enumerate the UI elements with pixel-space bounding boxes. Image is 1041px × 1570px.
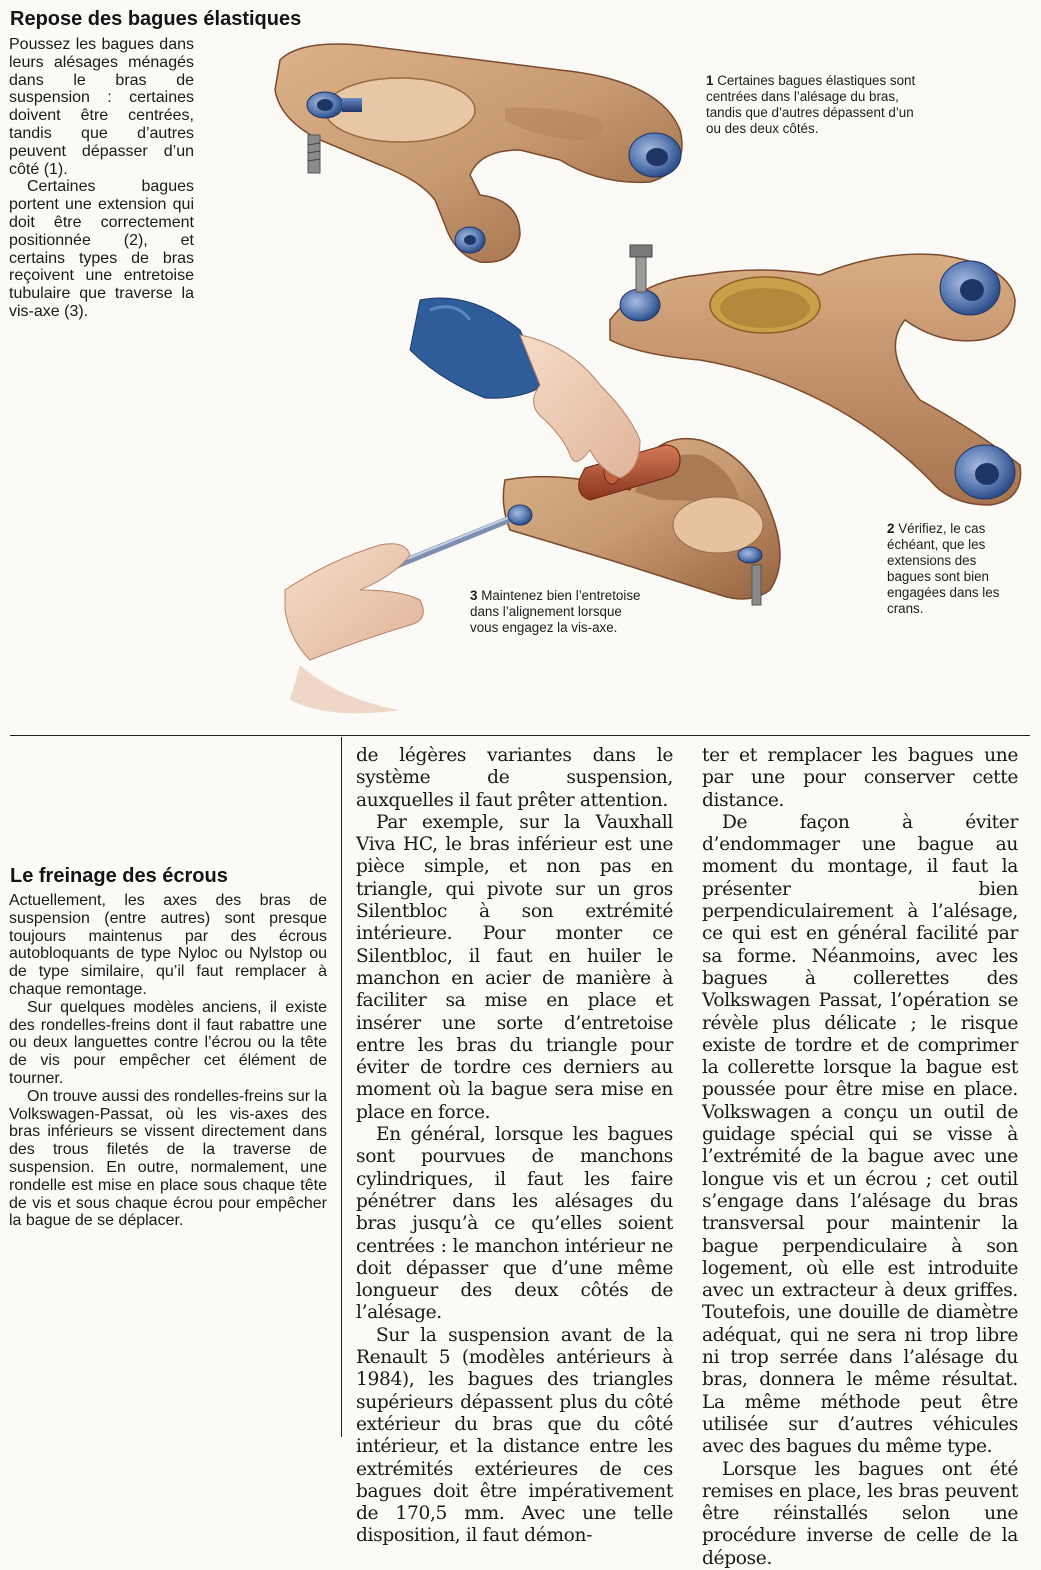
- suspension-arm-1: [275, 44, 682, 262]
- col2-paragraph-1: de légères variantes dans le système de suspension, auxquelles il faut prêter attention.: [356, 745, 673, 811]
- section-heading-nut-locking: Le freinage des écrous: [10, 865, 228, 887]
- caption-3-number: 3: [470, 588, 478, 603]
- column-1-text: [9, 892, 327, 1230]
- hand-holding-spacer: [410, 298, 640, 478]
- hand-holding-bolt: [285, 544, 423, 714]
- column-2-text: [356, 745, 673, 1548]
- caption-1-text: Certaines bagues élastiques sont centrées dans l’alésage du bras, tandis que d’autres dépassent d’un ou des deux côtés.: [706, 73, 916, 136]
- nut-paragraph-2: Sur quelques modèles anciens, il existe des rondelles-freins dont il faut rabattre une ou deux languettes contre l’écrou ou la tête de vis pour empêcher cet élément de tourner.: [9, 998, 327, 1087]
- caption-2-text: Vérifiez, le cas échéant, que les extensions des bagues sont bien engagées dans les crans.: [887, 521, 1000, 616]
- col3-paragraph-1: ter et remplacer les bagues une par une pour conserver cette distance.: [702, 745, 1018, 811]
- suspension-arm-3: [355, 439, 780, 605]
- caption-1-number: 1: [706, 73, 714, 88]
- col3-paragraph-3: Lorsque les bagues ont été remises en place, les bras peuvent être réinstallés selon une procédure inverse de celle de la dépose.: [702, 1458, 1018, 1569]
- caption-2: [887, 521, 1022, 617]
- intro-paragraph-1: Poussez les bagues dans leurs alésages ménagés dans le bras de suspension : certaines doivent être centrées, tandis que d’autres peuvent dépasser d’un côté (1).: [9, 36, 194, 178]
- col2-paragraph-3: En général, lorsque les bagues sont pourvues de manchons cylindriques, il faut les faire pénétrer dans les alésages du bras jusqu’à ce qu’elles soient centrées : le manchon intérieur ne doit dépasser que d’une même longueur des deux côtés de l’alésage.: [356, 1124, 673, 1324]
- caption-3-text: Maintenez bien l’entretoise dans l’alignement lorsque vous engagez la vis-axe.: [470, 588, 641, 635]
- section-heading-bushings: Repose des bagues élastiques: [10, 8, 302, 30]
- caption-2-number: 2: [887, 521, 895, 536]
- col2-paragraph-4: Sur la suspension avant de la Renault 5 (modèles antérieurs à 1984), les bagues des triangles supérieurs dépassent plus du côté extérieur du bras que du côté intérieur, et la distance entre les extrémités extérieures de ces bagues doit être impérativement de 170,5 mm. Avec une telle disposition, il faut démon-: [356, 1324, 673, 1547]
- column-divider: [341, 737, 342, 1437]
- col3-paragraph-2: De façon à éviter d’endommager une bague au moment du montage, il faut la présenter bien perpendiculairement à l’alésage, ce qui est en général facilité par sa forme. Néanmoins, avec les bagues à collerettes des Volkswagen Passat, l’opération se révèle plus délicate ; le risque existe de tordre et de comprimer la collerette lorsque la bague est poussée pour être mise en place. Volkswagen a conçu un outil de guidage spécial qui se visse à l’extrémité de la bague avec une longue vis et un écrou ; cet outil s’engage dans l’alésage du bras transversal pour maintenir la bague perpendiculaire à son logement, où elle est introduite avec un extracteur à deux griffes. Toutefois, une douille de diamètre adéquat, qui ne sera ni trop libre ni trop serrée dans l’alésage du bras, donnera le même résultat. La même méthode peut être utilisée sur d’autres véhicules avec des bagues du même type.: [702, 811, 1018, 1458]
- intro-paragraph-2: Certaines bagues portent une extension qui doit être correctement positionnée (2), et certains types de bras reçoivent une entretoise tubulaire que traverse la vis-axe (3).: [9, 178, 194, 320]
- nut-paragraph-1: Actuellement, les axes des bras de suspension (entre autres) sont presque toujours maintenus par des écrous autobloquants de type Nyloc ou Nylstop ou de type similaire, qu’il faut remplacer à chaque remontage.: [9, 892, 327, 998]
- section-divider: [10, 735, 1030, 736]
- caption-3: [470, 588, 650, 636]
- caption-1: [706, 73, 916, 137]
- nut-paragraph-3: On trouve aussi des rondelles-freins sur la Volkswagen-Passat, où les vis-axes des bras inférieurs se vissent directement dans des trous filetés de la traverse de suspension. En outre, normalement, une rondelle est mise en place sous chaque tête de vis et sous chaque écrou pour empêcher la bague de se déplacer.: [9, 1087, 327, 1230]
- col2-paragraph-2: Par exemple, sur la Vauxhall Viva HC, le bras inférieur est une pièce simple, et non pas en triangle, qui pivote sur un gros Silentbloc à son extrémité intérieure. Pour monter ce Silentbloc, il faut en huiler le manchon en acier de manière à faciliter sa mise en place et insérer une sorte d’entretoise entre les bras du triangle pour éviter de tordre ces derniers au moment où la bague sera mise en place en force.: [356, 811, 673, 1123]
- column-3-text: [702, 745, 1018, 1570]
